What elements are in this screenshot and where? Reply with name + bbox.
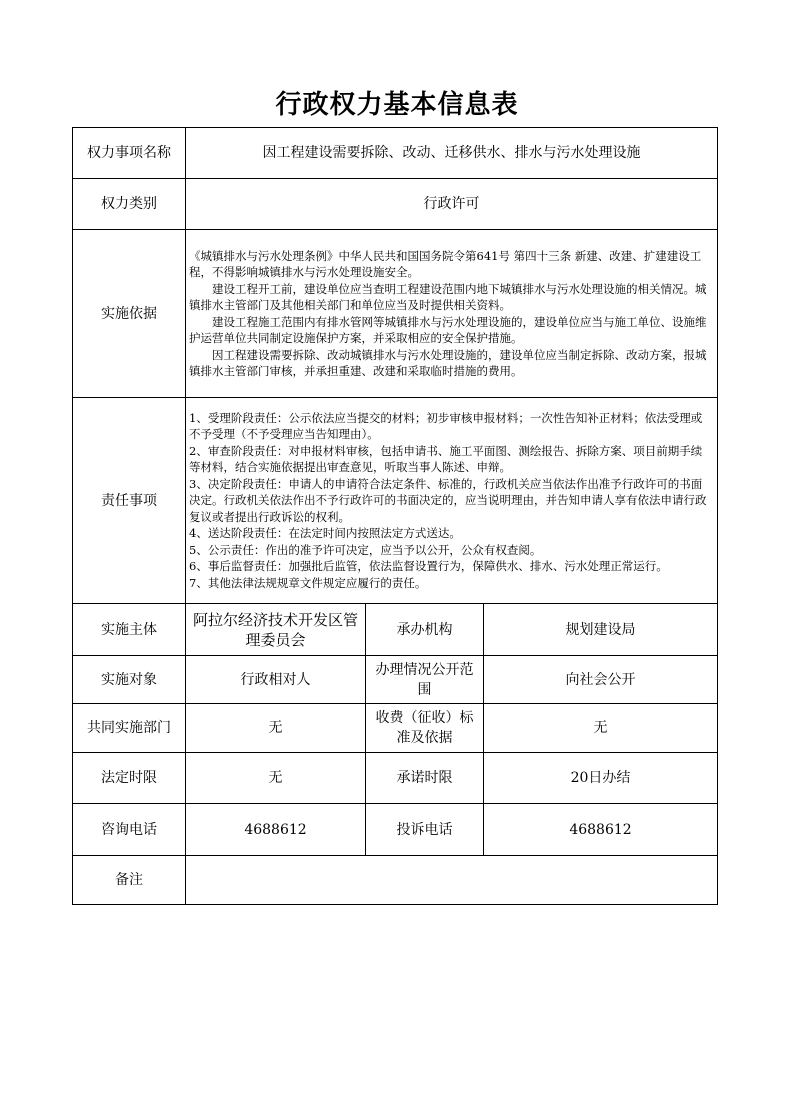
value-joint: 无: [186, 704, 366, 753]
row-name: [73, 128, 718, 179]
duty-item: 5、公示责任：作出的准予许可决定，应当予以公开，公众有权查阅。: [189, 542, 542, 557]
label-agency: 承办机构: [366, 604, 484, 656]
basis-paragraph: 《城镇排水与污水处理条例》中华人民共和国国务院令第641号 第四十三条 新建、改建、扩建建设工程，不得影响城镇排水与污水处理设施安全。: [189, 248, 702, 279]
label-category: 权力类别: [73, 179, 186, 230]
label-duties: 责任事项: [73, 398, 186, 604]
row-remark: [73, 856, 718, 905]
basis-paragraph: 因工程建设需要拆除、改动城镇排水与污水处理设施的，建设单位应当制定拆除、改动方案，报城镇排水主管部门审核，并承担重建、改建和采取临时措施的费用。: [189, 347, 707, 378]
value-legal-time: 无: [186, 753, 366, 804]
duty-item: 6、事后监督责任：加强批后监管，依法监督设置行为，保障供水、排水、污水处理正常运行。: [189, 559, 668, 574]
label-disclosure: 办理情况公开范围: [366, 656, 484, 704]
label-consult-phone: 咨询电话: [73, 804, 186, 856]
duty-item: 2、审查阶段责任：对申报材料审核，包括申请书、施工平面图、测绘报告、拆除方案、项目前期手续等材料，结合实施依据提出审查意见，听取当事人陈述、申辩。: [189, 443, 703, 475]
row-duties: [73, 398, 718, 604]
duty-item: 3、决定阶段责任：申请人的申请符合法定条件、标准的，行政机关应当依法作出准予行政许可的书面决定。行政机关依法作出不予行政许可的书面决定的，应当说明理由，并告知申请人享有依法申请行政复议或者提出行政诉讼的权利。: [189, 476, 707, 524]
value-basis: [186, 230, 718, 398]
row-target: [73, 656, 718, 704]
value-name: 因工程建设需要拆除、改动、迁移供水、排水与污水处理设施: [186, 128, 718, 179]
row-basis: [73, 230, 718, 398]
basis-paragraph: 建设工程开工前，建设单位应当查明工程建设范围内地下城镇排水与污水处理设施的相关情况。城镇排水主管部门及其他相关部门和单位应当及时提供相关资料。: [189, 281, 707, 312]
label-target: 实施对象: [73, 656, 186, 704]
value-remark: [186, 856, 718, 905]
duty-item: 1、受理阶段责任：公示依法应当提交的材料；初步审核申报材料；一次性告知补正材料；依法受理或不予受理（不予受理应当告知理由）。: [189, 410, 703, 442]
row-joint: [73, 704, 718, 753]
label-legal-time: 法定时限: [73, 753, 186, 804]
label-joint: 共同实施部门: [73, 704, 186, 753]
label-remark: 备注: [73, 856, 186, 905]
value-subject: 阿拉尔经济技术开发区管理委员会: [186, 604, 366, 656]
page-title: 行政权力基本信息表: [275, 90, 519, 120]
value-category: 行政许可: [186, 179, 718, 230]
row-time: [73, 753, 718, 804]
duty-item: 4、送达阶段责任：在法定时间内按照法定方式送达。: [189, 526, 461, 541]
label-name: 权力事项名称: [73, 128, 186, 179]
row-category: [73, 179, 718, 230]
basis-paragraph: 建设工程施工范围内有排水管网等城镇排水与污水处理设施的，建设单位应当与施工单位、设施维护运营单位共同制定设施保护方案，并采取相应的安全保护措施。: [189, 314, 707, 345]
value-disclosure: 向社会公开: [484, 656, 718, 704]
label-promise-time: 承诺时限: [366, 753, 484, 804]
row-subject: [73, 604, 718, 656]
value-complaint-phone: 4688612: [484, 804, 718, 856]
value-fee: 无: [484, 704, 718, 753]
value-agency: 规划建设局: [484, 604, 718, 656]
value-promise-time: 20日办结: [484, 753, 718, 804]
label-complaint-phone: 投诉电话: [366, 804, 484, 856]
label-fee: 收费（征收）标准及依据: [366, 704, 484, 753]
label-subject: 实施主体: [73, 604, 186, 656]
duty-item: 7、其他法律法规规章文件规定应履行的责任。: [189, 575, 427, 590]
info-table: [72, 127, 718, 905]
row-phone: [73, 804, 718, 856]
value-target: 行政相对人: [186, 656, 366, 704]
value-duties: [186, 398, 718, 604]
value-consult-phone: 4688612: [186, 804, 366, 856]
label-basis: 实施依据: [73, 230, 186, 398]
